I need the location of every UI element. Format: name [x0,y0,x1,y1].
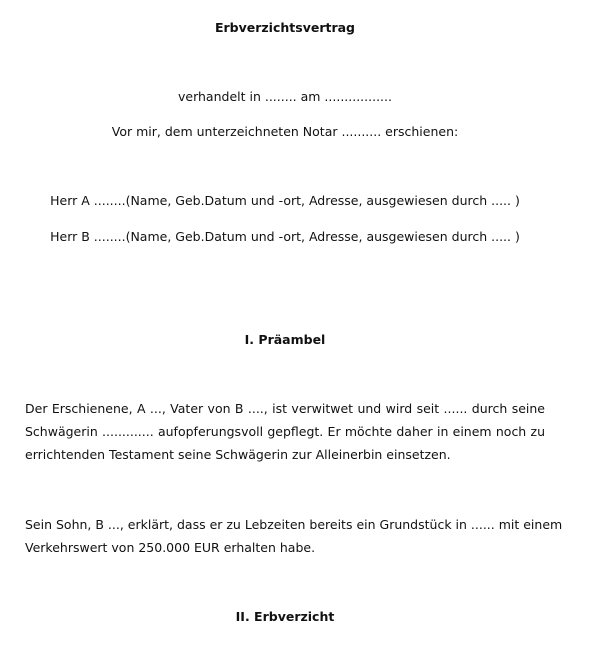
paragraph-line: Der Erschienene, A ..., Vater von B ...., ist verwitwet und wird seit ...... durch seine [25,401,545,416]
paragraph-line: errichtenden Testament seine Schwägerin zur Alleinerbin einsetzen. [25,447,451,462]
paragraph-line: Verkehrswert von 250.000 EUR erhalten habe. [25,540,316,555]
section-heading-preamble: I. Präambel [244,332,326,347]
paragraph-line: Schwägerin ............. aufopferungsvoll gepflegt. Er möchte daher in einem noch zu [25,424,545,439]
preamble-paragraph-1 [25,397,545,466]
section-heading-waiver: II. Erbverzicht [235,609,335,624]
document-title: Erbverzichtsvertrag [214,20,356,35]
preamble-paragraph-2 [25,513,563,559]
paragraph-line: Sein Sohn, B ..., erklärt, dass er zu Lebzeiten bereits ein Grundstück in ...... mit einem [25,517,563,532]
place-date-line: verhandelt in ........ am ................. [178,89,392,104]
party-a-line: Herr A ........(Name, Geb.Datum und -ort, Adresse, ausgewiesen durch ..... ) [50,193,520,208]
notary-line: Vor mir, dem unterzeichneten Notar .......... erschienen: [111,124,459,139]
party-b-line: Herr B ........(Name, Geb.Datum und -ort, Adresse, ausgewiesen durch ..... ) [50,229,520,244]
